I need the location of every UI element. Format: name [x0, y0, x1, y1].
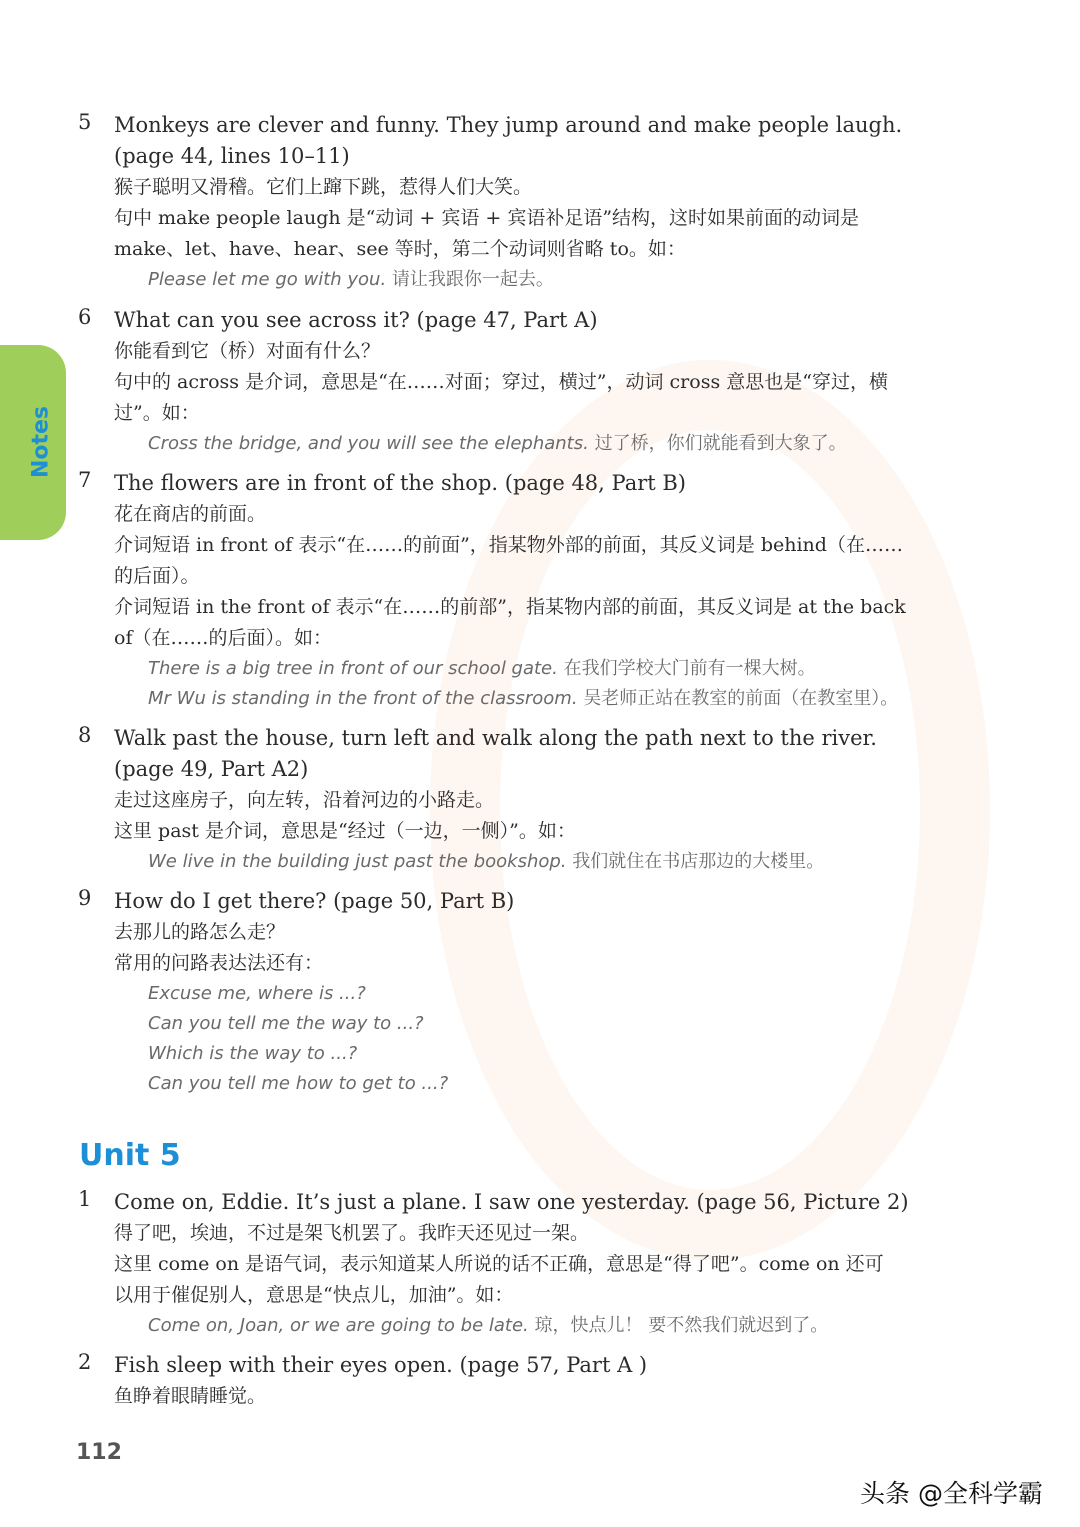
notes-tab-label: Notes — [28, 405, 54, 479]
note-item — [78, 468, 1038, 714]
item-explanation: 介词短语 in front of 表示“在……的前面”，指某物外部的前面，其反义词是 behind（在…… — [114, 534, 903, 556]
note-item — [78, 886, 1038, 1099]
example-sentence: Please let me go with you. 请让我跟你一起去。 — [148, 269, 554, 290]
item-reference: (page 49, Part A2) — [114, 757, 309, 781]
example-sentence: Cross the bridge, and you will see the elephants. 过了桥，你们就能看到大象了。 — [148, 433, 847, 454]
example-sentence: Excuse me, where is ...? — [148, 983, 366, 1004]
item-translation: 猴子聪明又滑稽。它们上蹿下跳，惹得人们大笑。 — [114, 176, 533, 198]
unit-heading: Unit 5 — [79, 1138, 181, 1173]
item-explanation: 这里 past 是介词，意思是“经过（一边，一侧）”。如： — [114, 820, 576, 842]
item-number: 1 — [78, 1187, 92, 1211]
source-credit: 头条 @全科学霸 — [860, 1479, 1043, 1508]
item-translation: 你能看到它（桥）对面有什么？ — [114, 340, 381, 362]
item-explanation: make、let、have、hear、see 等时，第二个动词则省略 to。如： — [114, 238, 686, 260]
item-number: 2 — [78, 1350, 92, 1374]
example-sentence: There is a big tree in front of our school gate. 在我们学校大门前有一棵大树。 — [148, 658, 816, 679]
item-explanation: 这里 come on 是语气词，表示知道某人所说的话不正确，意思是“得了吧”。come on 还可 — [114, 1253, 884, 1275]
item-number: 6 — [78, 305, 92, 329]
item-explanation: 介词短语 in the front of 表示“在……的前部”，指某物内部的前面，其反义词是 at the back — [114, 596, 906, 618]
item-translation: 去那儿的路怎么走？ — [114, 921, 286, 943]
item-translation: 走过这座房子，向左转，沿着河边的小路走。 — [114, 789, 495, 811]
item-number: 7 — [78, 468, 92, 492]
item-number: 5 — [78, 110, 92, 134]
example-sentence: Can you tell me the way to ...? — [148, 1013, 424, 1034]
item-sentence: Come on, Eddie. It’s just a plane. I saw one yesterday. (page 56, Picture 2) — [114, 1190, 909, 1214]
example-sentence: Come on, Joan, or we are going to be late. 琼，快点儿！ 要不然我们就迟到了。 — [148, 1315, 829, 1336]
item-explanation: 常用的问路表达法还有： — [114, 952, 324, 974]
item-translation: 花在商店的前面。 — [114, 503, 267, 525]
item-explanation: of（在……的后面）。如： — [114, 627, 332, 649]
item-sentence: Fish sleep with their eyes open. (page 57, Part A ) — [114, 1353, 648, 1377]
item-translation: 鱼睁着眼睛睡觉。 — [114, 1385, 267, 1407]
example-sentence: Can you tell me how to get to ...? — [148, 1073, 449, 1094]
item-explanation: 句中 make people laugh 是“动词 + 宾语 + 宾语补足语”结构，这时如果前面的动词是 — [114, 207, 860, 229]
example-sentence: We live in the building just past the bookshop. 我们就住在书店那边的大楼里。 — [148, 851, 825, 872]
note-item — [78, 1350, 1038, 1412]
item-translation: 得了吧，埃迪，不过是架飞机罢了。我昨天还见过一架。 — [114, 1222, 590, 1244]
note-item — [78, 305, 1038, 459]
note-item — [78, 723, 1038, 877]
item-explanation: 过”。如： — [114, 402, 200, 424]
item-explanation: 以用于催促别人，意思是“快点儿，加油”。如： — [114, 1284, 514, 1306]
item-reference: (page 44, lines 10–11) — [114, 144, 350, 168]
notes-side-tab — [0, 345, 66, 540]
item-explanation: 的后面）。 — [114, 565, 200, 587]
item-sentence: The flowers are in front of the shop. (page 48, Part B) — [114, 471, 687, 495]
item-number: 8 — [78, 723, 92, 747]
page-number: 112 — [76, 1440, 122, 1465]
item-number: 9 — [78, 886, 92, 910]
example-sentence: Mr Wu is standing in the front of the classroom. 吴老师正站在教室的前面（在教室里）。 — [148, 688, 899, 709]
note-item — [78, 1187, 1038, 1341]
example-sentence: Which is the way to ...? — [148, 1043, 358, 1064]
item-sentence: What can you see across it? (page 47, Part A) — [114, 308, 598, 332]
item-explanation: 句中的 across 是介词，意思是“在……对面；穿过，横过”，动词 cross 意思也是“穿过，横 — [114, 371, 888, 393]
item-sentence: How do I get there? (page 50, Part B) — [114, 889, 515, 913]
item-sentence: Walk past the house, turn left and walk along the path next to the river. — [114, 726, 877, 750]
item-sentence: Monkeys are clever and funny. They jump around and make people laugh. — [114, 113, 903, 137]
note-item — [78, 110, 1038, 295]
